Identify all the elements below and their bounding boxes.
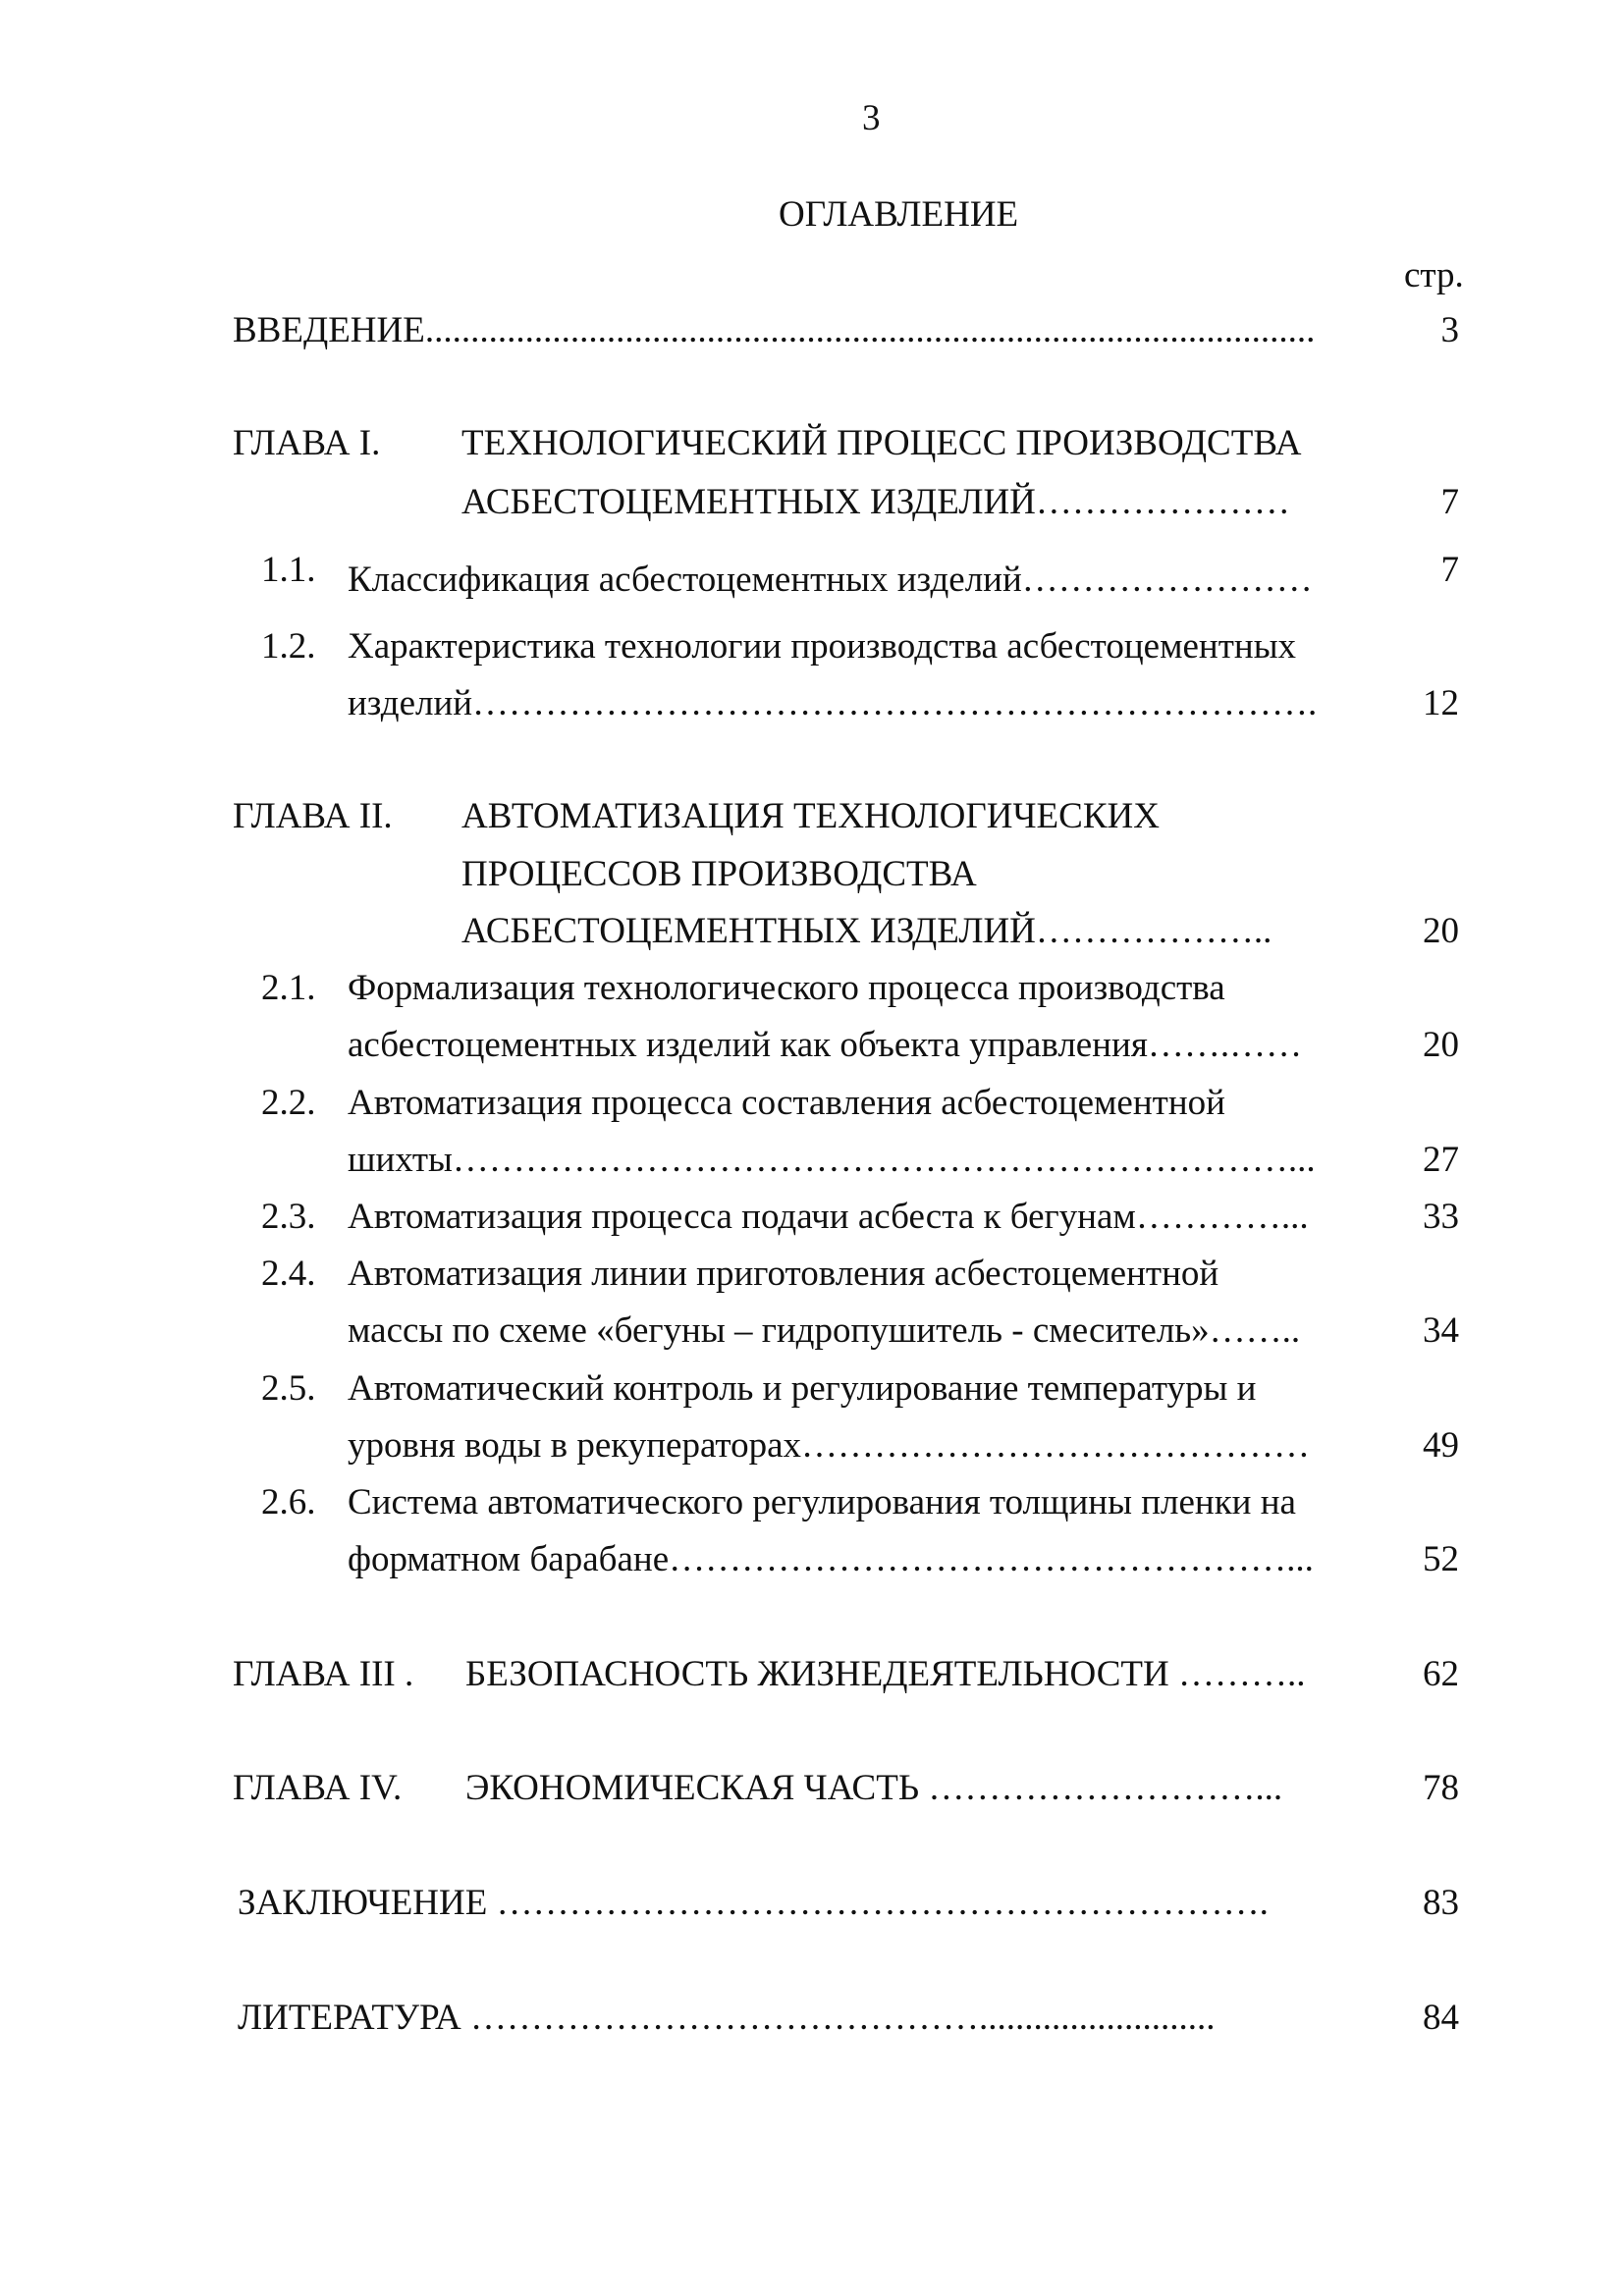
chapter1-title-line2: АСБЕСТОЦЕМЕНТНЫХ ИЗДЕЛИЙ………………… (461, 482, 1290, 522)
section-number: 2.5. (261, 1368, 316, 1409)
section-page: 12 (1423, 683, 1459, 723)
section-number: 2.3. (261, 1197, 316, 1237)
toc-heading: ОГЛАВЛЕНИЕ (779, 194, 1019, 235)
section-page: 33 (1423, 1197, 1459, 1237)
chapter4-title: ЭКОНОМИЧЕСКАЯ ЧАСТЬ ………………………... (465, 1768, 1283, 1808)
section-page: 34 (1423, 1310, 1459, 1351)
chapter2-title-line2: ПРОЦЕССОВ ПРОИЗВОДСТВА (461, 854, 977, 894)
section-title-continued: изделий……………………………………………………………. (348, 683, 1318, 723)
section-page: 49 (1423, 1425, 1459, 1466)
section-title: Характеристика технологии производства асбестоцементных (348, 626, 1297, 667)
section-page: 7 (1440, 550, 1459, 590)
chapter3-label: ГЛАВА III . (233, 1654, 414, 1694)
section-title-continued: массы по схеме «бегуны – гидропушитель - смеситель»…….. (348, 1310, 1301, 1351)
toc-entry-intro: ВВЕДЕНИЕ.................................................................................................. (233, 310, 1316, 350)
section-title: Автоматизация процесса составления асбестоцементной (348, 1083, 1225, 1123)
toc-entry-literature: ЛИТЕРАТУРА …………………………………….......................... (238, 1998, 1216, 2038)
chapter3-title: БЕЗОПАСНОСТЬ ЖИЗНЕДЕЯТЕЛЬНОСТИ ……….. (465, 1654, 1306, 1694)
section-title: Автоматизация линии приготовления асбестоцементной (348, 1254, 1219, 1294)
section-title: Формализация технологического процесса производства (348, 968, 1225, 1008)
section-number: 1.1. (261, 550, 316, 590)
chapter4-label: ГЛАВА IV. (233, 1768, 403, 1808)
section-page: 27 (1423, 1140, 1459, 1180)
chapter2-label: ГЛАВА II. (233, 796, 393, 836)
section-page: 20 (1423, 1025, 1459, 1065)
section-title-continued: форматном барабане……………………………………………... (348, 1539, 1314, 1579)
chapter2-title-line3: АСБЕСТОЦЕМЕНТНЫХ ИЗДЕЛИЙ……………….. (461, 911, 1272, 951)
section-title: Система автоматического регулирования толщины пленки на (348, 1482, 1296, 1522)
chapter1-label: ГЛАВА I. (233, 423, 381, 463)
section-title: Автоматизация процесса подачи асбеста к бегунам…………... (348, 1197, 1309, 1237)
chapter2-page: 20 (1423, 911, 1459, 951)
chapter4-page: 78 (1423, 1768, 1459, 1808)
chapter1-title-line1: ТЕХНОЛОГИЧЕСКИЙ ПРОЦЕСС ПРОИЗВОДСТВА (461, 423, 1302, 463)
section-title-continued: асбестоцементных изделий как объекта управления…….…… (348, 1025, 1303, 1065)
chapter1-page: 7 (1440, 482, 1459, 522)
section-title: Автоматический контроль и регулирование температуры и (348, 1368, 1257, 1409)
section-title-continued: уровня воды в рекуператорах…………………………………… (348, 1425, 1311, 1466)
section-number: 2.6. (261, 1482, 316, 1522)
section-number: 2.1. (261, 968, 316, 1008)
section-title-continued: шихты……………………………………………………………... (348, 1140, 1316, 1180)
section-title: Классификация асбестоцементных изделий…………………… (348, 560, 1313, 600)
section-number: 1.2. (261, 626, 316, 667)
section-number: 2.4. (261, 1254, 316, 1294)
toc-page-literature: 84 (1423, 1998, 1459, 2038)
toc-page-intro: 3 (1440, 310, 1459, 350)
chapter2-title-line1: АВТОМАТИЗАЦИЯ ТЕХНОЛОГИЧЕСКИХ (461, 796, 1160, 836)
page-column-label: стр. (1404, 255, 1464, 295)
toc-page-conclusion: 83 (1423, 1883, 1459, 1923)
section-number: 2.2. (261, 1083, 316, 1123)
page-number: 3 (862, 98, 881, 138)
chapter3-page: 62 (1423, 1654, 1459, 1694)
toc-entry-conclusion: ЗАКЛЮЧЕНИЕ ………………………………………………………. (238, 1883, 1269, 1923)
section-page: 52 (1423, 1539, 1459, 1579)
